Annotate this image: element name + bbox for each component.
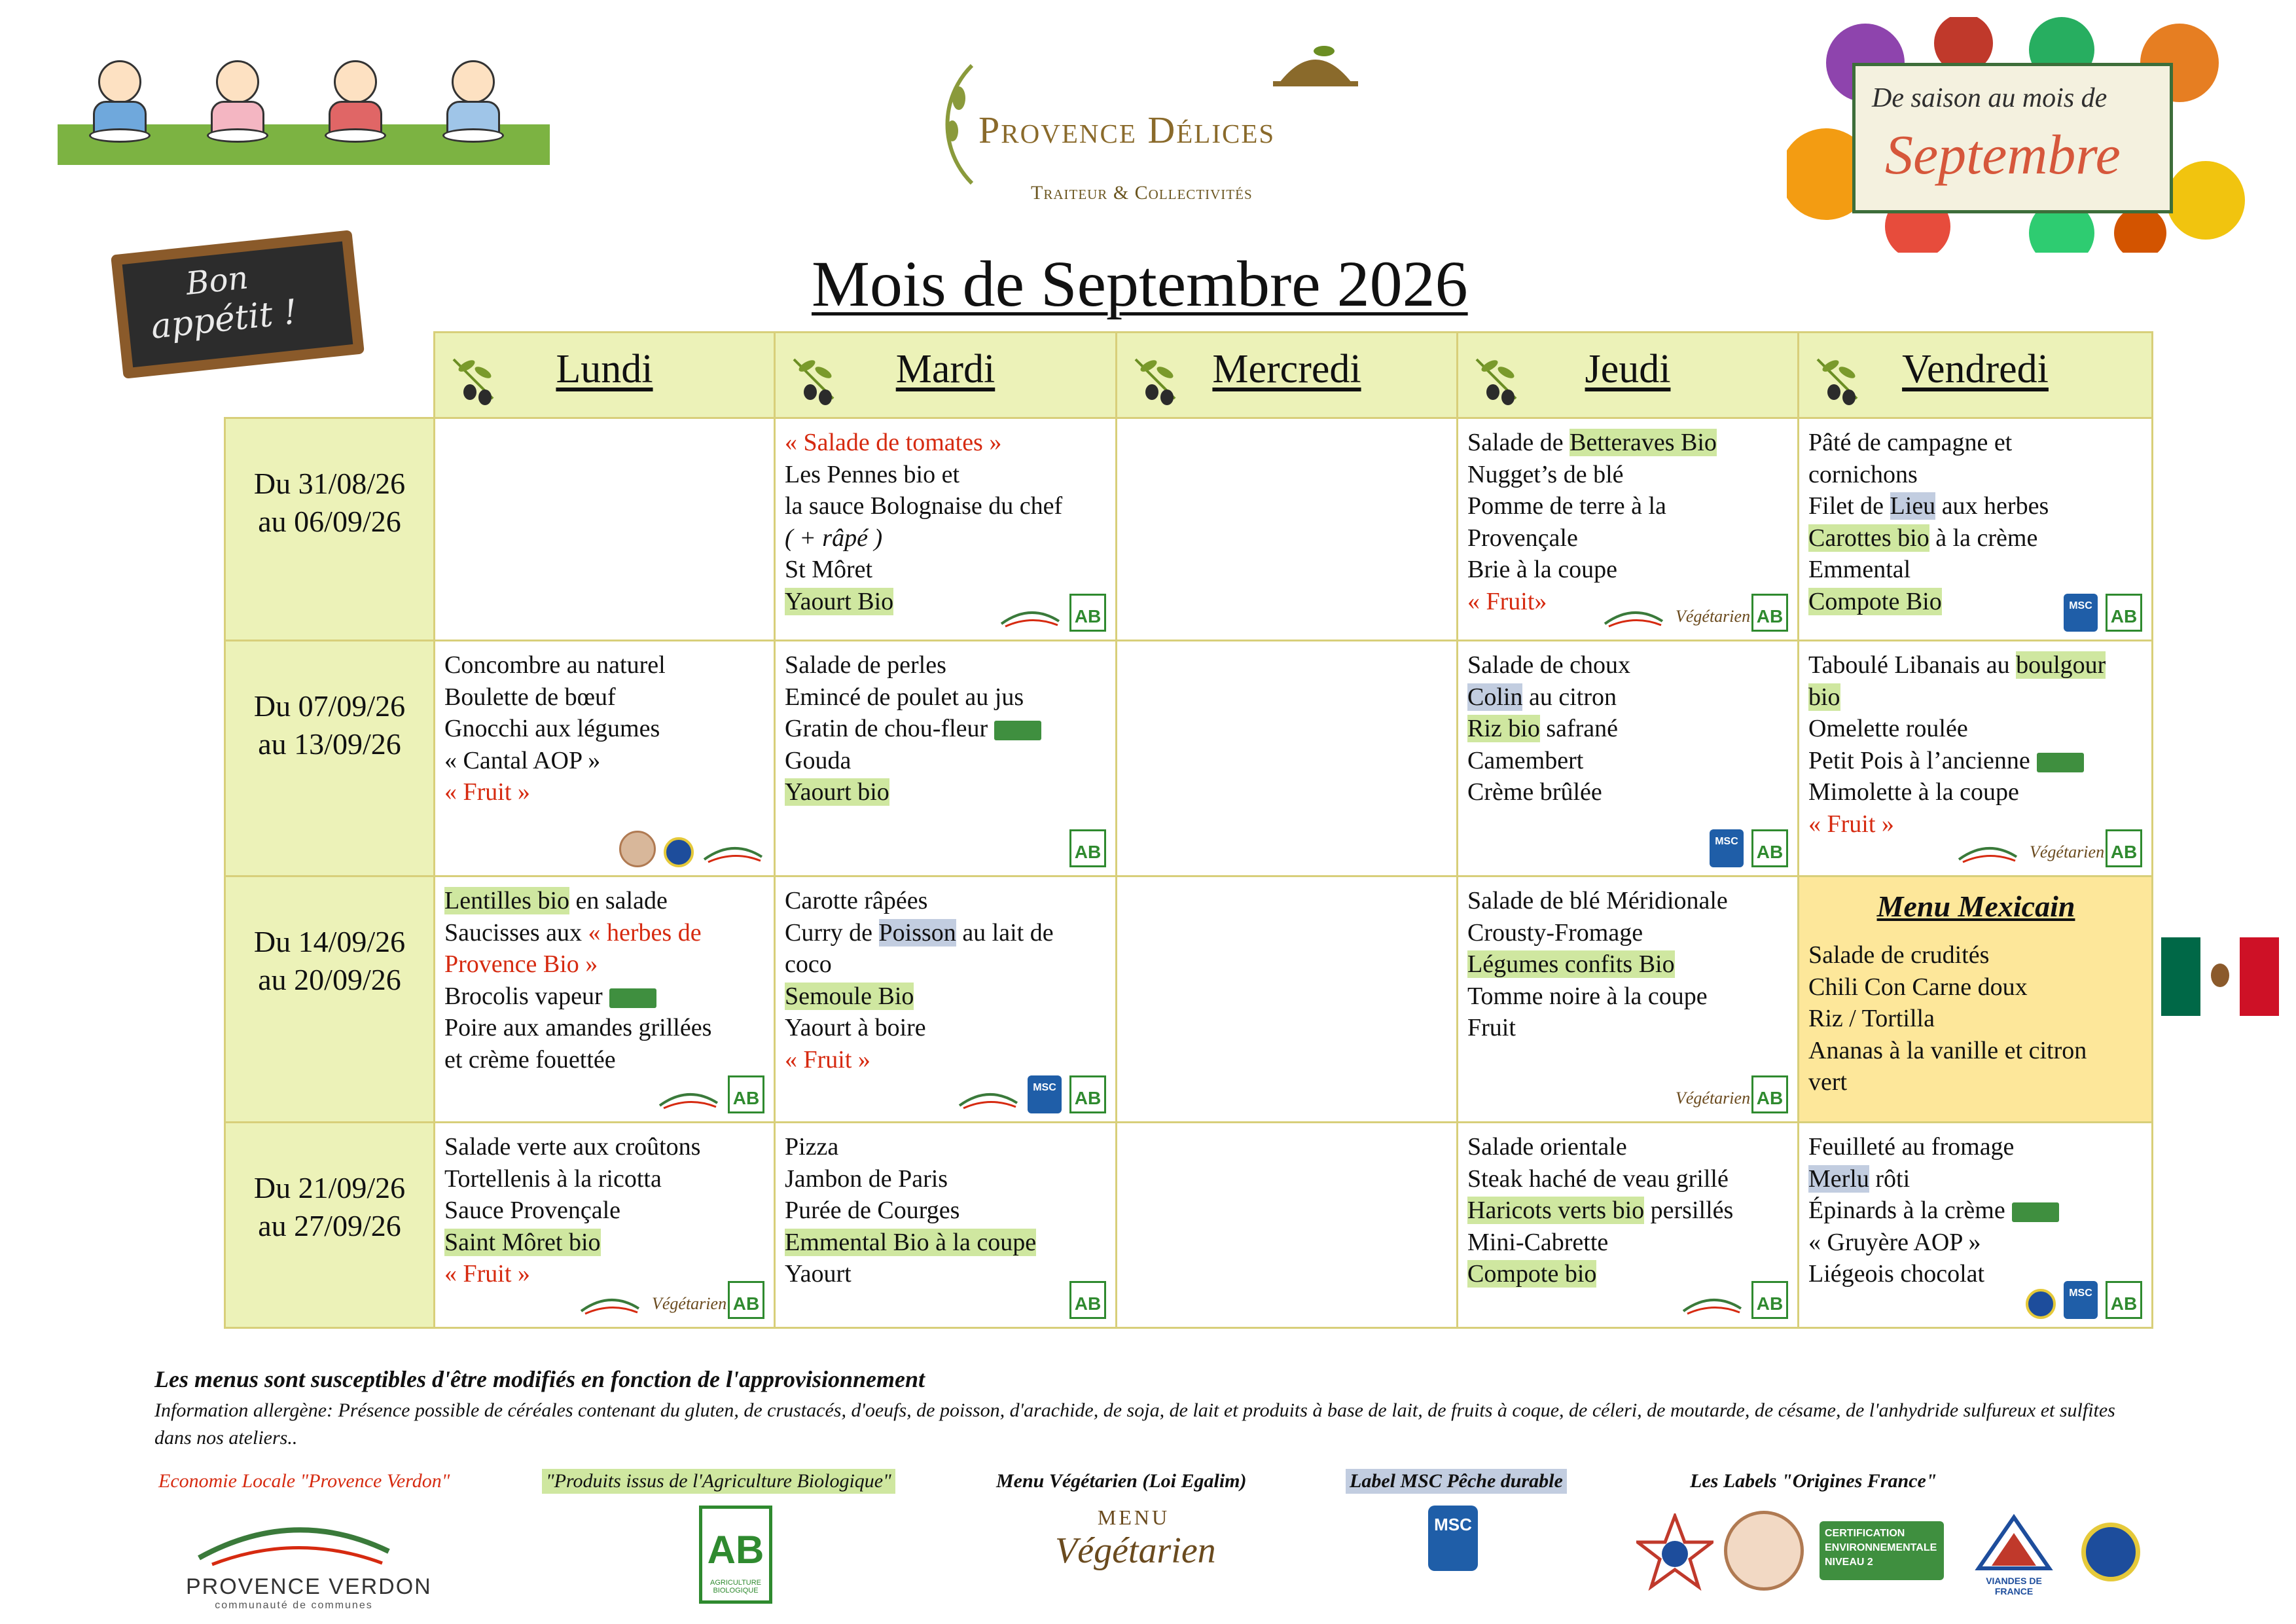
menu-line: « Gruyère AOP » [1808,1228,1981,1256]
chalk-line1: Bon [184,259,250,302]
menu-line: Boulette de bœuf [444,683,616,711]
veg-text: Végétarien [652,1294,727,1313]
menu-line: Pomme de terre à la [1467,492,1666,520]
ab-bio-icon [1751,1281,1788,1319]
day-label: Vendredi [1902,347,2049,391]
kid-figure [202,60,274,152]
msc-icon [1028,1075,1062,1113]
menu-line: Jambon de Paris [785,1164,948,1193]
bon-appetit-chalkboard [111,230,365,379]
menu-line: Brie à la coupe [1467,556,1617,584]
menu-line: « Fruit » [1808,810,1894,838]
menu-line-msc: Colin [1467,683,1523,711]
menu-cell-w2-vendredi [1797,640,2153,877]
menu-line: Camembert [1467,746,1584,774]
menu-line: Emincé de poulet au jus [785,683,1024,711]
msc-icon [2064,1281,2098,1319]
legend-bio: "Produits issus de l'Agriculture Biologique" [542,1469,895,1494]
kid-figure [319,60,391,152]
menu-line: Pizza [785,1133,839,1161]
day-label: Mardi [895,347,996,391]
day-label: Jeudi [1585,347,1671,391]
label-badges [1681,1281,1788,1319]
menu-cell-w2-jeudi [1456,640,1799,877]
label-badges [1602,594,1788,632]
menu-line: Liégeois chocolat [1808,1260,1985,1288]
menu-vegetarien-icon [649,1282,727,1319]
day-header-mardi [774,331,1117,419]
menu-line: Purée de Courges [785,1197,960,1225]
provence-verdon-logo [186,1506,432,1611]
day-header-jeudi [1456,331,1799,419]
viandes-logo-text: VIANDES DE FRANCE [1986,1576,2042,1597]
menu-cell-w4-jeudi [1456,1121,1799,1329]
menu-line: Les Pennes bio et [785,460,960,488]
aop-icon [664,837,694,867]
menu-line: Mini-Cabrette [1467,1228,1609,1256]
menu-line: safrané [1539,715,1619,743]
menu-cell-w4-vendredi [1797,1121,2153,1329]
menu-line-bio: Riz bio [1467,715,1540,743]
menu-cell-w3-mercredi [1115,875,1458,1123]
week-label-1 [224,417,435,641]
legend-vegetarian: Menu Végétarien (Loi Egalim) [996,1470,1247,1492]
day-header-lundi [433,331,776,419]
menu-line: Mimolette à la coupe [1808,778,2019,806]
week-range: Du 07/09/26 au 13/09/26 [253,689,406,761]
provence-verdon-icon [1681,1289,1744,1319]
menu-line-bio: boulgour [2016,651,2106,679]
ab-logo-sub: AGRICULTURE BIOLOGIQUE [709,1579,762,1595]
msc-icon [1710,829,1744,867]
menu-line: Petit Pois à l’ancienne [1808,746,2030,774]
menu-line: Salade de blé Méridionale [1467,887,1728,914]
menu-line-bio: Compote bio [1467,1260,1597,1288]
menu-line: Crousty-Fromage [1467,918,1643,947]
menu-line-bio: Yaourt Bio [785,587,894,615]
leaf-swirl-icon [933,59,985,190]
menu-cell-w3-lundi [433,875,776,1123]
menu-line: Tortellenis à la ricotta [444,1164,662,1193]
brand-tagline: Traiteur & Collectivités [1031,182,1253,204]
menu-line: « Fruit» [1467,587,1547,615]
day-header-mercredi [1115,331,1458,419]
allergen-note: Information allergène: Présence possible de céréales contenant du gluten, de crustacés, d'oeufs, de poisson, d'arachide, de soja, de lait et produits à base de lait, de fruits à coque, de céleri, de moutarde, de césame, de l'anhydride sulfureux et sulfites dans nos ateliers.. [154,1399,2115,1449]
veg-text: Végétarien [1676,1089,1751,1108]
menu-cell-w1-mardi [774,417,1117,641]
ab-text: AB [1756,1293,1784,1314]
pv-logo-sub: communauté de communes [215,1600,373,1611]
pv-logo-name: PROVENCE VERDON [186,1574,432,1599]
menu-line: « Fruit » [444,778,530,806]
menu-change-note: Les menus sont susceptibles d'être modifiés en fonction de l'approvisionnement [154,1366,925,1392]
menu-line: Curry de [785,918,879,947]
ab-bio-icon [1069,1075,1106,1113]
provence-verdon-icon [957,1083,1020,1113]
menu-line: Salade de crudités [1808,941,1990,969]
menu-line-bio: Semoule Bio [785,982,914,1010]
menu-line: Gnocchi aux légumes [444,715,660,743]
menu-line: Yaourt [785,1260,852,1288]
menu-line: « Fruit » [444,1260,530,1288]
provence-verdon-icon [579,1289,641,1319]
menu-line: aux herbes [1935,492,2049,520]
page-title: Mois de Septembre 2026 [812,247,1468,320]
menu-line: Steak haché de veau grillé [1467,1164,1729,1193]
menu-cell-w3-mardi [774,875,1117,1123]
label-badges [657,1075,764,1113]
kid-figure [84,60,156,152]
ab-text: AB [1756,606,1784,626]
menu-line: Crème brûlée [1467,778,1602,806]
menu-vegetarien-icon [1673,1077,1751,1113]
certification-niveau2-icon [609,988,656,1008]
legend-local-economy: Economie Locale "Provence Verdon" [158,1470,450,1492]
msc-text: MSC [2069,600,2092,611]
label-badges [619,831,764,867]
children-illustration [58,41,550,165]
label-badges [2026,1281,2142,1319]
msc-logo-text: MSC [1434,1515,1472,1534]
menu-line-local: Provence Bio » [444,950,598,979]
fruits-legumes-de-france-icon [1636,1513,1713,1591]
ab-bio-icon [1069,1281,1106,1319]
menu-line: « Salade de tomates » [785,429,1002,456]
menu-line: Brocolis vapeur [444,982,603,1010]
certification-niveau2-icon [2012,1202,2059,1222]
menu-line: Omelette roulée [1808,715,1968,743]
menu-line: et crème fouettée [444,1045,616,1074]
menu-line: « Fruit » [785,1045,870,1074]
label-badges [1673,1075,1788,1113]
menu-cell-w1-mercredi [1115,417,1458,641]
msc-text: MSC [1715,836,1738,847]
label-badges [2064,594,2142,632]
menu-line: au lait de [956,918,1054,947]
menu-line-msc: Merlu [1808,1164,1869,1193]
menu-line-msc: Lieu [1890,492,1936,520]
ab-bio-icon [2106,594,2142,632]
menu-line: Pâté de campagne et [1808,429,2013,456]
menu-line: Feuilleté au fromage [1808,1133,2015,1161]
menu-vegetarien-icon [1673,595,1751,632]
ab-bio-icon [2106,829,2142,867]
viandes-de-france-logo [1971,1513,2056,1598]
menu-line: Salade de choux [1467,651,1631,679]
week-range: Du 21/09/26 au 27/09/26 [253,1171,406,1242]
menu-line: Emmental [1808,556,1911,584]
ab-bio-icon [1751,594,1788,632]
menu-line-bio: Lentilles bio [444,887,570,914]
provence-verdon-icon [999,602,1062,632]
certification-environnementale-logo [1820,1521,1944,1580]
veg-text: Végétarien [2030,842,2105,861]
menu-cell-w3-jeudi [1456,875,1799,1123]
menu-line: Chili Con Carne doux [1808,973,2028,1001]
ab-bio-icon [728,1075,764,1113]
menu-cell-w1-vendredi [1797,417,2153,641]
ab-text: AB [1756,842,1784,862]
week-label-3 [224,875,435,1123]
menu-line-bio: Betteraves Bio [1570,429,1717,456]
ab-bio-icon [1751,829,1788,867]
ab-text: AB [732,1088,760,1108]
ab-bio-icon [2106,1281,2142,1319]
ab-certifie-logo [699,1506,772,1604]
provence-verdon-icon [1956,837,2019,867]
menu-line-bio: Haricots verts bio [1467,1197,1645,1225]
day-header-vendredi [1797,331,2153,419]
week-label-2 [224,640,435,877]
msc-icon [2064,594,2098,632]
menu-line-bio: Saint Môret bio [444,1228,601,1256]
menu-cell-w1-lundi [433,417,776,641]
menu-line: ( + râpé ) [785,524,883,552]
ab-bio-icon [728,1281,764,1319]
menu-line: « Cantal AOP » [444,746,601,774]
provence-delices-logo [933,39,1365,216]
kid-figure [437,60,509,152]
menu-cell-w4-mardi [774,1121,1117,1329]
msc-logo [1428,1506,1478,1571]
menu-line: Saucisses aux [444,918,588,947]
menu-line: Ananas à la vanille et citron [1808,1036,2087,1064]
race-locale-seal-icon [1724,1511,1804,1591]
ab-text: AB [2110,606,2138,626]
menu-line: Salade de [1467,429,1570,456]
menu-cell-w2-mardi [774,640,1117,877]
menu-line-bio: Emmental Bio à la coupe [785,1228,1037,1256]
menu-line: Tomme noire à la coupe [1467,982,1708,1010]
menu-line: Salade de perles [785,651,946,679]
legend-msc: Label MSC Pêche durable [1346,1469,1567,1494]
ab-text: AB [1074,1293,1102,1314]
menu-cell-w1-jeudi [1456,417,1799,641]
menu-line: Yaourt à boire [785,1014,926,1042]
week-range: Du 14/09/26 au 20/09/26 [253,925,406,996]
menu-line-local: « herbes de [588,918,702,947]
aop-igp-logo [2081,1523,2140,1581]
day-label: Lundi [556,347,653,391]
menu-line: Sauce Provençale [444,1197,621,1225]
menu-line: Filet de [1808,492,1890,520]
menu-line: la sauce Bolognaise du chef [785,492,1063,520]
mexican-menu-title: Menu Mexicain [1876,890,2075,923]
ab-text: AB [2110,842,2138,862]
menu-cell-w4-mercredi [1115,1121,1458,1329]
menu-cell-w3-vendredi [1797,875,2153,1123]
season-illustration [1787,17,2245,253]
day-label: Mercredi [1212,347,1361,391]
menu-line: Fruit [1467,1014,1516,1042]
provence-verdon-icon [1602,602,1665,632]
certification-niveau2-icon [2037,753,2084,772]
menu-vegetarien-logo [1055,1506,1216,1604]
ab-bio-icon [1069,594,1106,632]
menu-line-bio: Yaourt bio [785,778,889,806]
menu-line: Salade orientale [1467,1133,1627,1161]
label-badges [999,594,1106,632]
race-locale-seal-icon [619,831,656,867]
label-badges [579,1281,764,1319]
menu-line: persillés [1644,1197,1734,1225]
provence-verdon-icon [702,837,764,867]
cloche-icon [1273,43,1358,89]
menu-line: Poire aux amandes grillées [444,1014,712,1042]
msc-text: MSC [2069,1288,2092,1299]
ab-bio-icon [1751,1075,1788,1113]
ab-bio-icon [1069,829,1106,867]
season-line2: Septembre [1885,123,2121,186]
ab-text: AB [2110,1293,2138,1314]
menu-line: Provençale [1467,524,1578,552]
brand-name: Provence Délices [978,109,1276,151]
menu-line: Salade verte aux croûtons [444,1133,701,1161]
msc-text: MSC [1033,1082,1056,1093]
ab-text: AB [1756,1088,1784,1108]
label-badges [1710,829,1788,867]
provence-verdon-icon [657,1083,720,1113]
menu-cell-w4-lundi [433,1121,776,1329]
chalk-line2: appétit ! [149,292,300,347]
menu-line: Gouda [785,746,852,774]
veg-logo-text: Végétarien [1055,1530,1216,1571]
aop-icon [2026,1289,2056,1319]
menu-line: vert [1808,1068,1848,1096]
label-badges [1956,829,2142,867]
week-range: Du 31/08/26 au 06/09/26 [253,467,406,538]
menu-cell-w2-lundi [433,640,776,877]
mexico-flag-icon [2161,937,2279,1016]
legend-origins-france: Les Labels "Origines France" [1690,1470,1937,1492]
menu-line: cornichons [1808,460,1918,488]
menu-line: Carotte râpées [785,887,928,914]
menu-line-bio: Légumes confits Bio [1467,950,1675,979]
menu-line-bio: Carottes bio [1808,524,1929,552]
ab-text: AB [732,1293,760,1314]
label-badges [957,1075,1106,1113]
menu-line-bio: bio [1808,683,1840,711]
menu-line: coco [785,950,832,979]
menu-line: au citron [1522,683,1617,711]
menu-line: St Môret [785,556,873,584]
ab-logo-text: AB [707,1528,764,1572]
ab-text: AB [1074,606,1102,626]
ab-text: AB [1074,1088,1102,1108]
menu-line: Taboulé Libanais au [1808,651,2017,679]
label-badges [1069,1281,1106,1319]
menu-vegetarien-icon [2027,831,2105,867]
menu-line: Épinards à la crème [1808,1197,2005,1225]
menu-line-msc: Poisson [878,918,956,947]
menu-cell-w2-mercredi [1115,640,1458,877]
menu-line: Nugget’s de blé [1467,460,1624,488]
menu-line: Riz / Tortilla [1808,1005,1935,1033]
certification-niveau2-icon [994,721,1041,740]
menu-line: en salade [569,887,668,914]
provence-verdon-icon [186,1506,402,1571]
veg-text: Végétarien [1676,607,1751,626]
veg-logo-menu: MENU [1097,1506,1170,1529]
menu-line: à la crème [1929,524,2038,552]
menu-line: Concombre au naturel [444,651,666,679]
cert-logo-text: CERTIFICATION ENVIRONNEMENTALE NIVEAU 2 [1825,1528,1937,1568]
ab-text: AB [1074,842,1102,862]
menu-line: rôti [1869,1164,1910,1193]
week-label-4 [224,1121,435,1329]
menu-line: Gratin de chou-fleur [785,715,988,743]
season-line1: De saison au mois de [1872,83,2108,113]
label-badges [1069,829,1106,867]
menu-line-bio: Compote Bio [1808,587,1942,615]
